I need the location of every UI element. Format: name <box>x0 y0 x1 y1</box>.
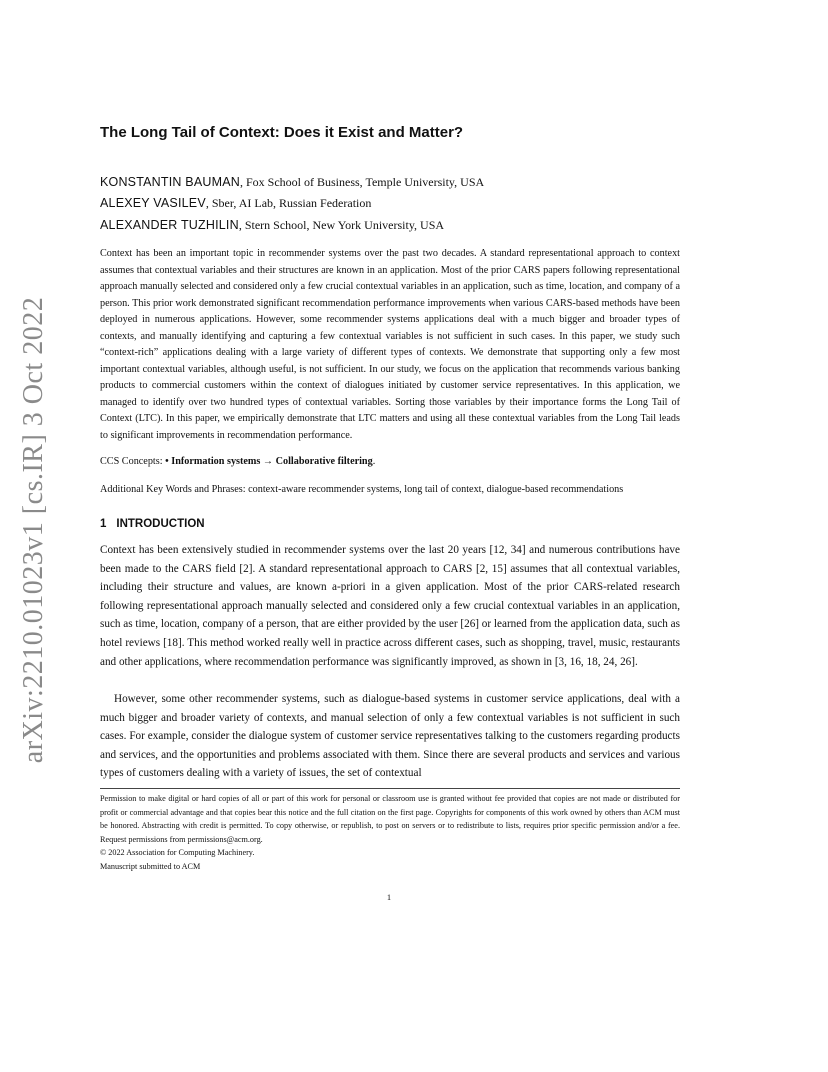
keywords: Additional Key Words and Phrases: context-aware recommender systems, long tail of context, dialogue-based recommendations <box>100 484 624 495</box>
ccs-end: . <box>372 456 376 467</box>
abstract: Context has been an important topic in recommender systems over the past two decades. A standard representational approach to context assumes that contextual variables and their structures are known in an application. Most of the prior CARS papers following representational approach manually selected and considered only a few crucial contextual variables in an application, such as time, location, and company of a person. This prior work demonstrated significant recommendation performance improvements when various CARS-based methods have been deployed in numerous applications. However, some recommender systems applications deal with a much bigger and broader types of contexts, and manually identifying and capturing a few contextual variables is not sufficient in such cases. In this paper, we study such “context-rich” applications dealing with a large variety of different types of contexts. We demonstrate that supporting only a few most important contextual variables, although useful, is not sufficient. In our study, we focus on the application that recommends various banking products to commercial customers within the context of dialogues initiated by customer service representatives. In this application, we managed to identify over two hundred types of contextual variables. Sorting those variables by their importance forms the Long Tail of Context (LTC). In this paper, we empirically demonstrate that LTC matters and using all these contextual variables from the Long Tail leads to significant improvements in recommendation performance. <box>100 248 680 441</box>
ccs-label: CCS Concepts: <box>100 456 166 467</box>
body-paragraph: Context has been extensively studied in recommender systems over the last 20 years [12, 34] and numerous contributions have been made to the CARS field [2]. A standard representational approach to CARS [2, 15] assumes that all contextual variables, including their structure and values, are known a-priori in a given application. Most of the prior CARS-related research following representational approach manually selected and considered only a few crucial contextual variables in an application, such as time, location, company of a person, that are either provided by the user [26] or learned from the application data, such as hotel reviews [18]. This method worked really well in practice across different cases, such as shopping, travel, music, restaurants and other applications, where recommendation performance was significantly improved, as shown in [3, 16, 18, 24, 26]. <box>100 544 680 668</box>
author-line <box>100 175 484 190</box>
author-line <box>100 218 444 233</box>
manuscript-notice: Manuscript submitted to ACM <box>100 861 201 871</box>
ccs-concept-text: Information systems → Collaborative filtering <box>171 456 373 467</box>
section-number: 1 <box>100 518 107 530</box>
copyright-notice: © 2022 Association for Computing Machinery. <box>100 848 255 858</box>
body-paragraph: However, some other recommender systems, such as dialogue-based systems in customer service applications, deal with a much bigger and broader variety of contexts, and manual selection of only a few contextual variables is not sufficient in such cases. For example, consider the dialogue system of customer service representatives talking to the customers regarding products and services, and the opportunities and problems associated with them. Since there are several products and services and various types of customers dealing with a variety of issues, the set of contextual <box>100 693 680 780</box>
section-heading <box>100 518 205 530</box>
author-line <box>100 196 371 211</box>
arxiv-identifier-stamp <box>14 296 54 764</box>
paper-title: The Long Tail of Context: Does it Exist and Matter? <box>100 124 464 141</box>
footnote-divider <box>100 788 680 789</box>
author-affiliation: , Sber, AI Lab, Russian Federation <box>205 196 372 210</box>
footnote <box>100 792 680 874</box>
author-name: ALEXEY VASILEV <box>100 196 206 210</box>
author-affiliation: , Fox School of Business, Temple University, USA <box>240 175 485 189</box>
author-name: KONSTANTIN BAUMAN <box>100 175 240 189</box>
ccs-concepts <box>100 456 375 467</box>
permission-notice: Permission to make digital or hard copies of all or part of this work for personal or classroom use is granted without fee provided that copies are not made or distributed for profit or commercial advantage and that copies bear this notice and the full citation on the first page. Copyrights for components of this work owned by others than ACM must be honored. Abstracting with credit is permitted. To copy otherwise, or republish, to post on servers or to redistribute to lists, requires prior specific permission and/or a fee. Request permissions from permissions@acm.org. <box>100 794 680 844</box>
section-title: INTRODUCTION <box>116 518 205 530</box>
page-number: 1 <box>386 892 392 902</box>
author-name: ALEXANDER TUZHILIN <box>100 218 239 232</box>
ccs-bullet: • <box>165 456 169 467</box>
author-affiliation: , Stern School, New York University, USA <box>238 218 445 232</box>
arxiv-identifier-text: arXiv:2210.01023v1 [cs.IR] 3 Oct 2022 <box>18 296 49 764</box>
